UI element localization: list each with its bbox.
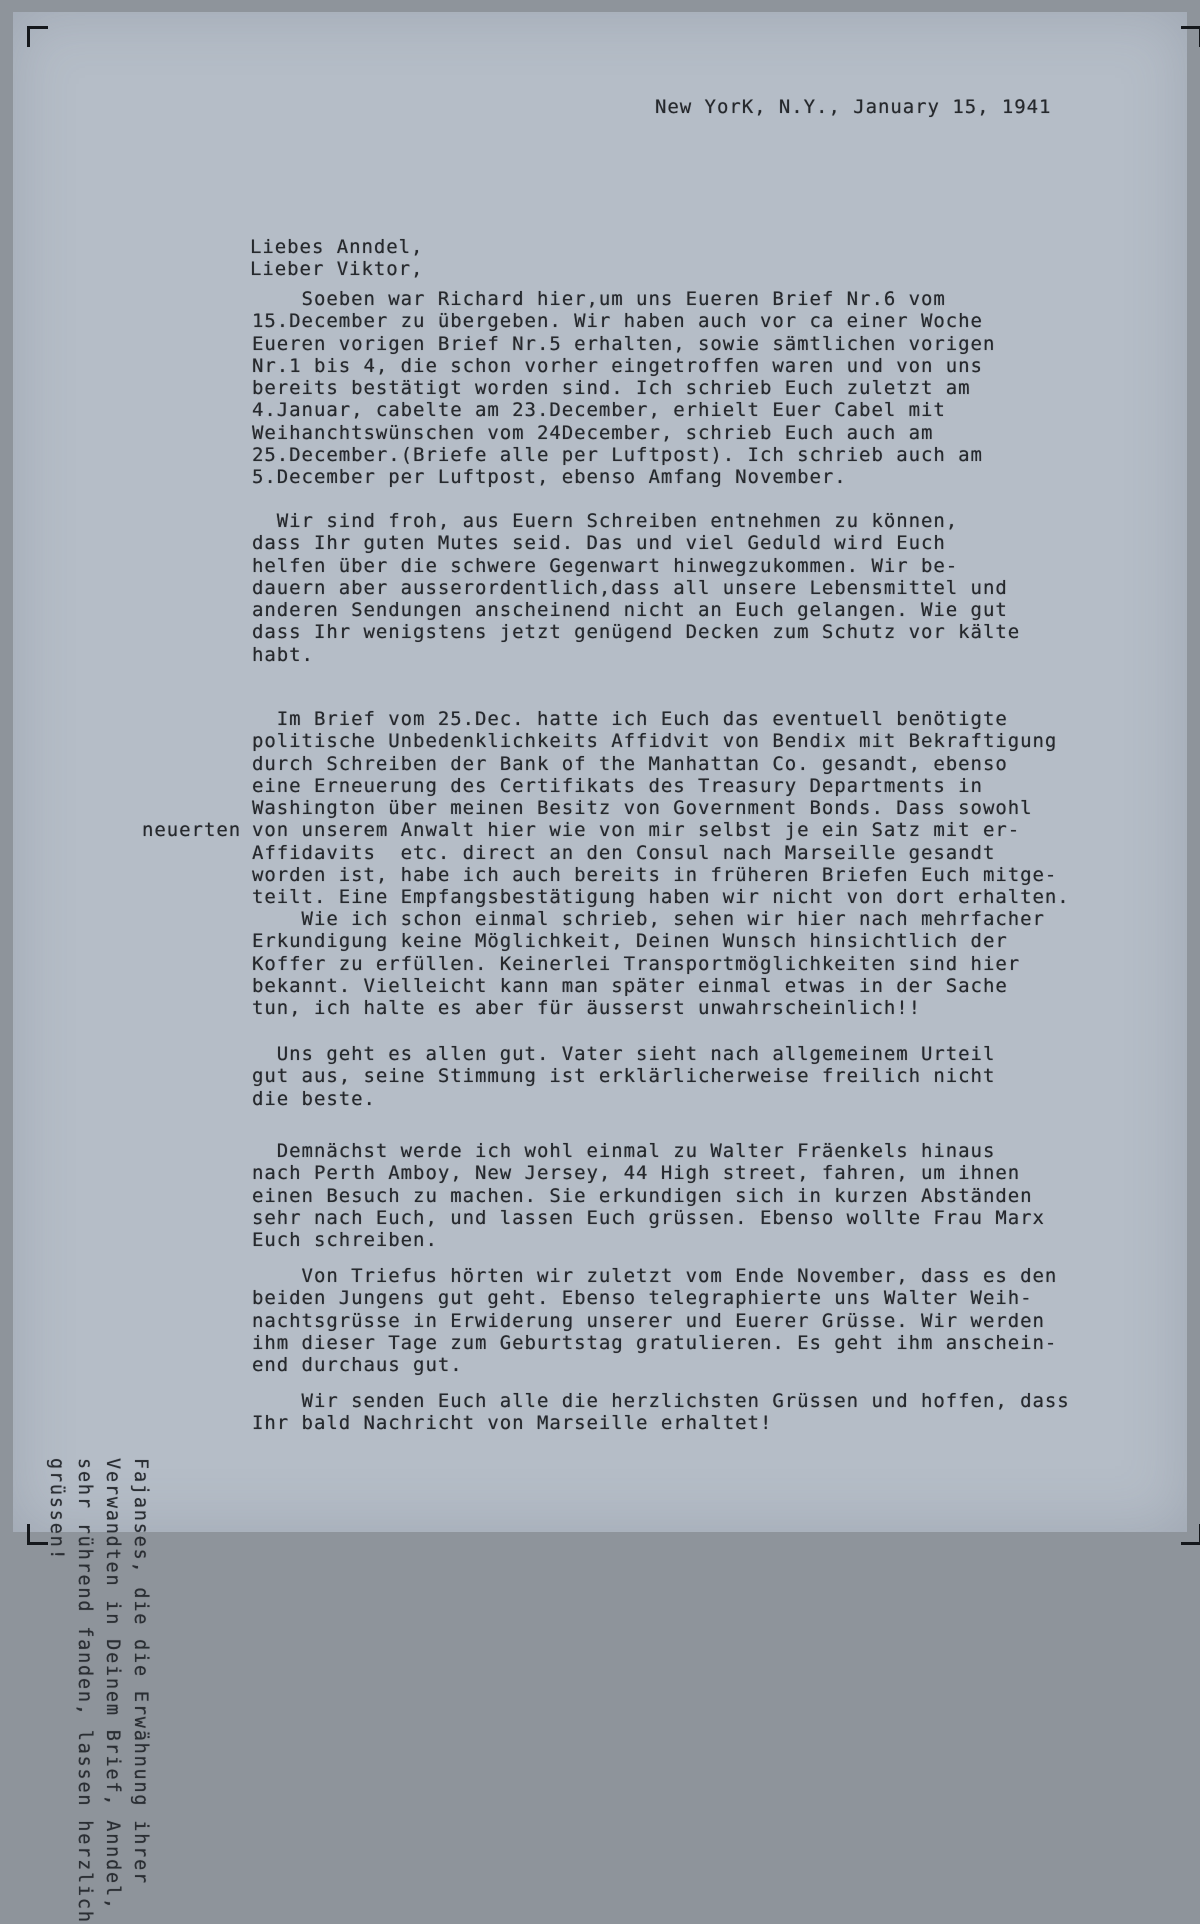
paragraph-4: Wie ich schon einmal schrieb, sehen wir hier nach mehrfacher Erkundigung keine Möglichkeit, Deinen Wunsch hinsichtlich der Koffer zu erfüllen. Keinerlei Transportmöglichkeiten sind hier bekannt. Vielleicht kann man später einmal etwas in der Sache tun, ich halte es aber für äusserst unwahrscheinlich!! [252, 908, 1045, 1020]
paragraph-6: Demnächst werde ich wohl einmal zu Walter Fräenkels hinaus nach Perth Amboy, New Jersey, 44 High street, fahren, um ihnen einen Besuch zu machen. Sie erkundigen sich in kurzen Abständen sehr nach Euch, und lassen Euch grüssen. Ebenso wollte Frau Marx Euch schreiben. [252, 1140, 1045, 1252]
margin-word: neuerten [142, 819, 242, 841]
paragraph-8: Wir senden Euch alle die herzlichsten Grüssen und hoffen, dass Ihr bald Nachricht von Marseille erhaltet! [252, 1390, 1070, 1435]
corner-mark-top-left [27, 26, 48, 47]
corner-mark-top-right [1181, 26, 1200, 47]
paragraph-1: Soeben war Richard hier,um uns Eueren Brief Nr.6 vom 15.December zu übergeben. Wir haben auch vor ca einer Woche Eueren vorigen Brief Nr.5 erhalten, sowie sämtlichen vorigen Nr.1 bis 4, die schon vorher eingetroffen waren und von uns bereits bestätigt worden sind. Ich schrieb Euch zuletzt am 4.Januar, cabelte am 23.December, erhielt Euer Cabel mit Weihanchtswünschen vom 24December, schrieb Euch auch am 25.December.(Briefe alle per Luftpost). Ich schrieb auch am 5.December per Luftpost, ebenso Amfang November. [252, 288, 996, 489]
side-note-vertical: Fajanses, die die Erwähnung ihrer Verwandten in Deinem Brief, Anndel, sehr rührend fanden, lassen herzlich grüssen! [46, 1458, 151, 1924]
paragraph-3: Im Brief vom 25.Dec. hatte ich Euch das eventuell benötigte politische Unbedenklichkeits Affidvit von Bendix mit Bekraftigung durch Schreiben der Bank of the Manhattan Co. gesandt, ebenso eine Erneuerung des Certifikats des Treasury Departments in Washington über meinen Besitz von Government Bonds. Dass sowohl von unserem Anwalt hier wie von mir selbst je ein Satz mit er- Affidavits etc. direct an den Consul nach Marseille gesandt worden ist, habe ich auch bereits in früheren Briefen Euch mitge- teilt. Eine Empfangsbestätigung haben wir nicht von dort erhalten. [252, 708, 1070, 909]
letter-greeting: Liebes Anndel, Lieber Viktor, [250, 236, 424, 281]
paragraph-5: Uns geht es allen gut. Vater sieht nach allgemeinem Urteil gut aus, seine Stimmung ist erklärlicherweise freilich nicht die beste. [252, 1043, 996, 1110]
paragraph-7: Von Triefus hörten wir zuletzt vom Ende November, dass es den beiden Jungens gut geht. Ebenso telegraphierte uns Walter Weih- nachtsgrüsse in Erwiderung unserer und Euerer Grüsse. Wir werden ihm dieser Tage zum Geburtstag gratulieren. Es geht ihm anschein- end durchaus gut. [252, 1265, 1058, 1377]
paragraph-2: Wir sind froh, aus Euern Schreiben entnehmen zu können, dass Ihr guten Mutes seid. Das und viel Geduld wird Euch helfen über die schwere Gegenwart hinwegzukommen. Wir be- dauern aber ausserordentlich,dass all unsere Lebensmittel und anderen Sendungen anscheinend nicht an Euch gelangen. Wie gut dass Ihr wenigstens jetzt genügend Decken zum Schutz vor kälte habt. [252, 510, 1021, 666]
letter-dateline: New YorK, N.Y., January 15, 1941 [655, 96, 1052, 118]
corner-mark-bottom-right [1181, 1524, 1200, 1545]
